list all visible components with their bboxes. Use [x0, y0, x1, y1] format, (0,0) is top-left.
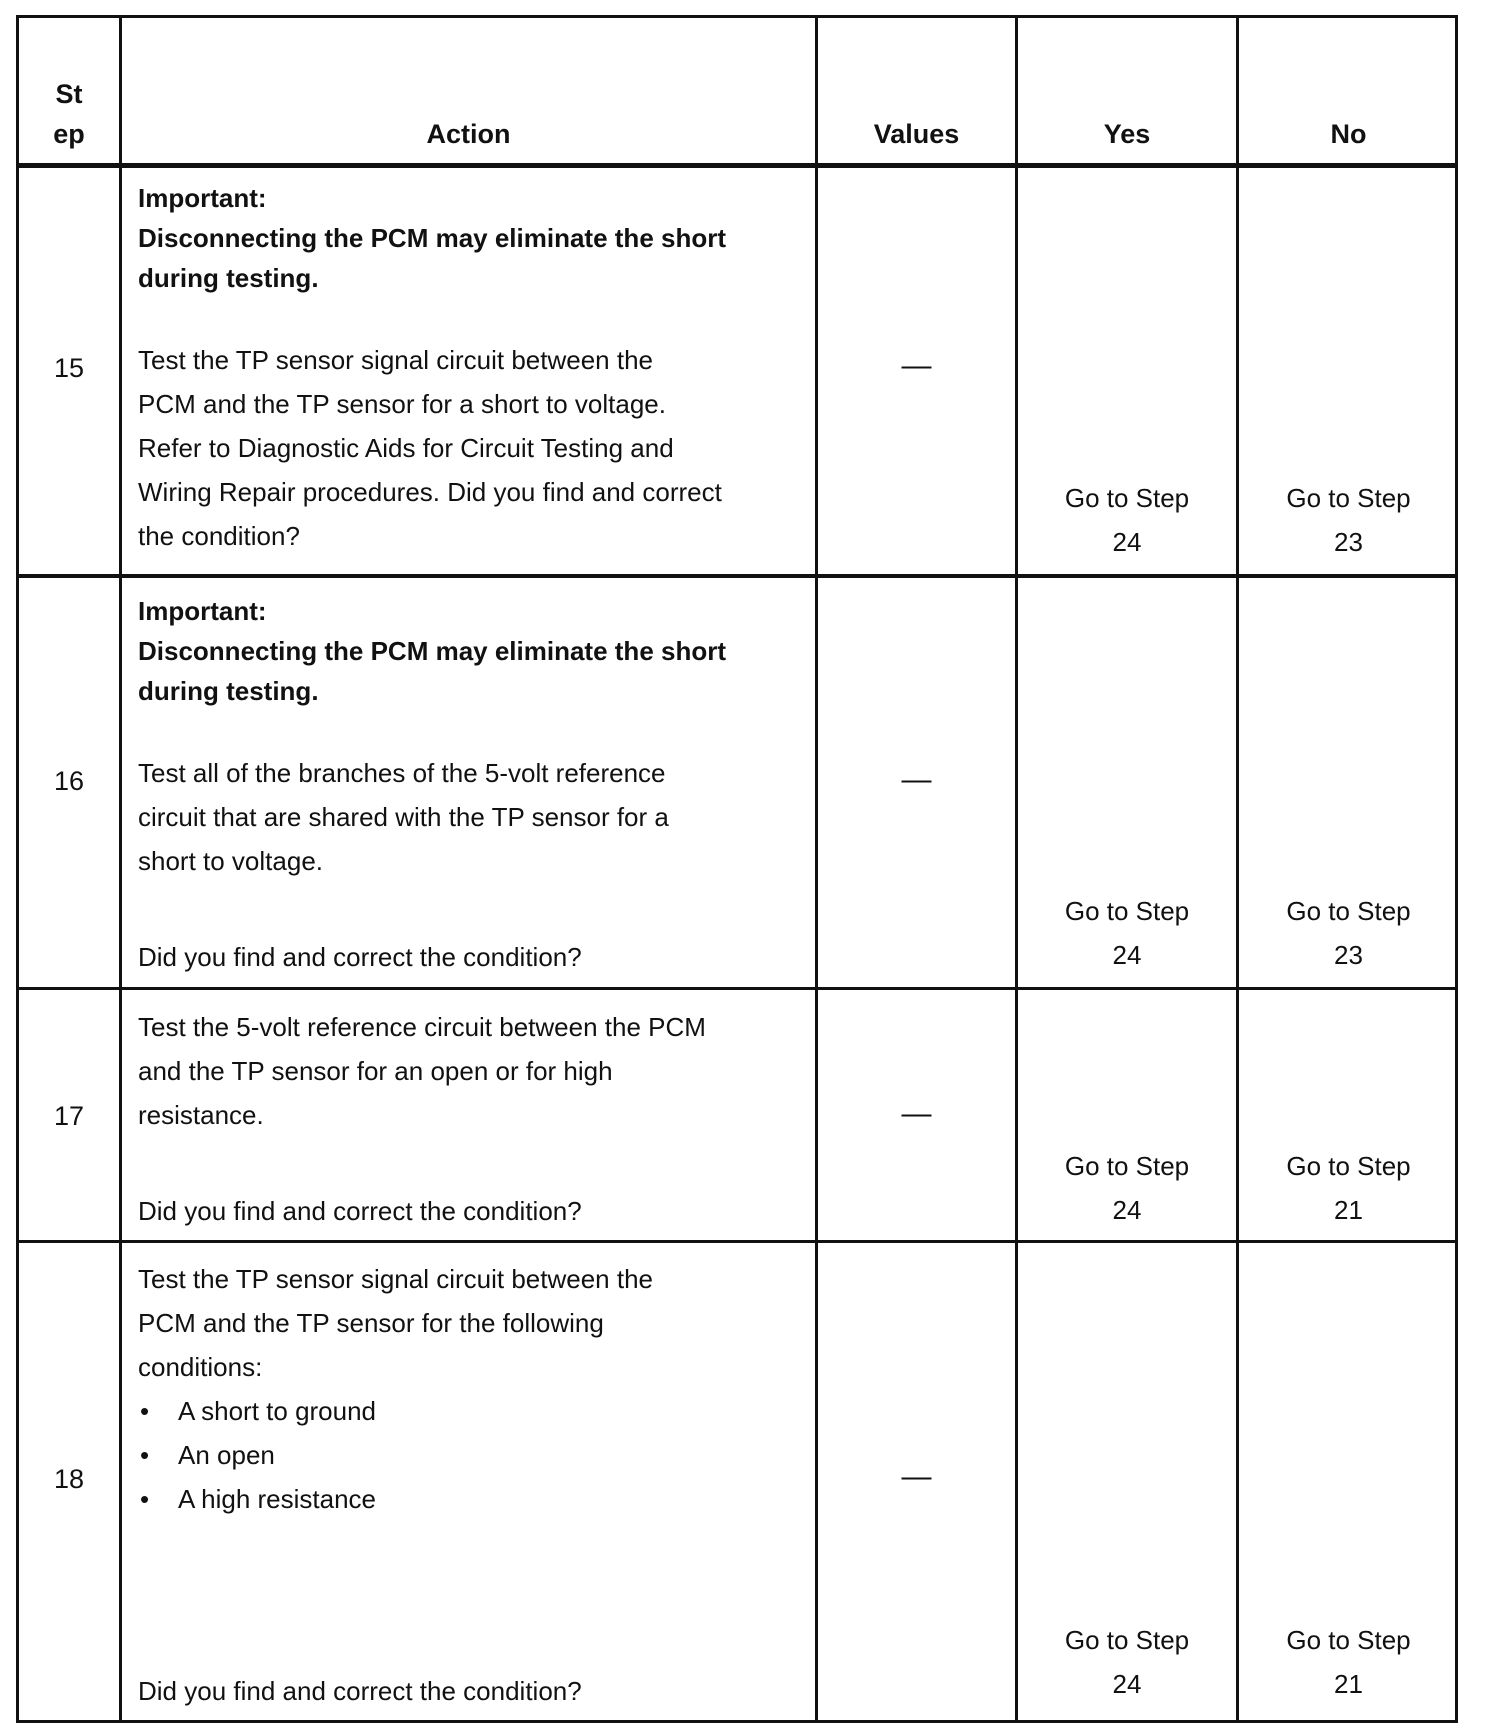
action-line: short to voltage.	[138, 846, 323, 876]
important-text: Disconnecting the PCM may eliminate the short during testing.	[138, 223, 726, 293]
no-cell: Go to Step 21	[1286, 1625, 1411, 1699]
action-question: Did you find and correct the condition?	[138, 942, 582, 972]
action-line: PCM and the TP sensor for the following	[138, 1308, 604, 1338]
action-line: circuit that are shared with the TP sensor for a	[138, 802, 669, 832]
action-line: PCM and the TP sensor for a short to voltage.	[138, 389, 666, 419]
action-line: Refer to Diagnostic Aids for Circuit Testing and	[138, 433, 674, 463]
no-cell: Go to Step 21	[1286, 1151, 1411, 1225]
important-text: Disconnecting the PCM may eliminate the short during testing.	[138, 636, 726, 706]
no-cell: Go to Step 23	[1286, 483, 1411, 557]
action-line: Test the 5-volt reference circuit between the PCM	[138, 1012, 706, 1042]
yes-cell: Go to Step 24	[1064, 483, 1190, 557]
action-cell	[122, 591, 815, 979]
header-values: Values	[873, 119, 960, 149]
header-yes: Yes	[1103, 119, 1151, 149]
action-line: Wiring Repair procedures. Did you find and correct	[138, 477, 722, 507]
step-number: 17	[53, 1101, 85, 1131]
action-question: Did you find and correct the condition?	[138, 1196, 582, 1226]
important-label: Important:	[138, 183, 267, 213]
value-cell: —	[901, 763, 932, 796]
row-divider	[19, 574, 1455, 578]
header-action: Action	[426, 119, 511, 149]
header-divider	[19, 163, 1455, 168]
header-no: No	[1330, 119, 1367, 149]
action-line: conditions:	[138, 1352, 263, 1382]
value-cell: —	[901, 1097, 932, 1130]
action-line: and the TP sensor for an open or for high	[138, 1056, 613, 1086]
header-step-line2: ep	[53, 119, 85, 149]
bullet-item: • An open	[138, 1433, 795, 1477]
yes-cell: Go to Step 24	[1064, 1625, 1190, 1699]
no-cell: Go to Step 23	[1286, 896, 1411, 970]
action-line: Test the TP sensor signal circuit between the	[138, 1264, 653, 1294]
column-divider	[1236, 18, 1239, 1720]
important-label: Important:	[138, 596, 267, 626]
step-number: 18	[53, 1464, 85, 1494]
action-cell	[122, 1257, 815, 1713]
column-divider	[1015, 18, 1018, 1720]
action-line: Test the TP sensor signal circuit between the	[138, 345, 653, 375]
bullet-item: • A high resistance	[138, 1477, 795, 1521]
action-cell	[122, 178, 815, 558]
action-line: resistance.	[138, 1100, 264, 1130]
bullet-item: • A short to ground	[138, 1389, 795, 1433]
action-line: the condition?	[138, 521, 300, 551]
yes-cell: Go to Step 24	[1064, 1151, 1190, 1225]
step-number: 16	[53, 766, 85, 796]
yes-cell: Go to Step 24	[1064, 896, 1190, 970]
action-line: Test all of the branches of the 5-volt reference	[138, 758, 666, 788]
diagnostic-table	[16, 15, 1458, 1723]
row-divider	[19, 987, 1455, 990]
header-step	[19, 74, 119, 154]
action-question: Did you find and correct the condition?	[138, 1676, 582, 1706]
action-cell	[122, 1005, 815, 1233]
row-divider	[19, 1240, 1455, 1243]
header-step-line1: St	[55, 79, 83, 109]
step-number: 15	[53, 353, 85, 383]
value-cell: —	[901, 1460, 932, 1493]
value-cell: —	[901, 349, 932, 382]
